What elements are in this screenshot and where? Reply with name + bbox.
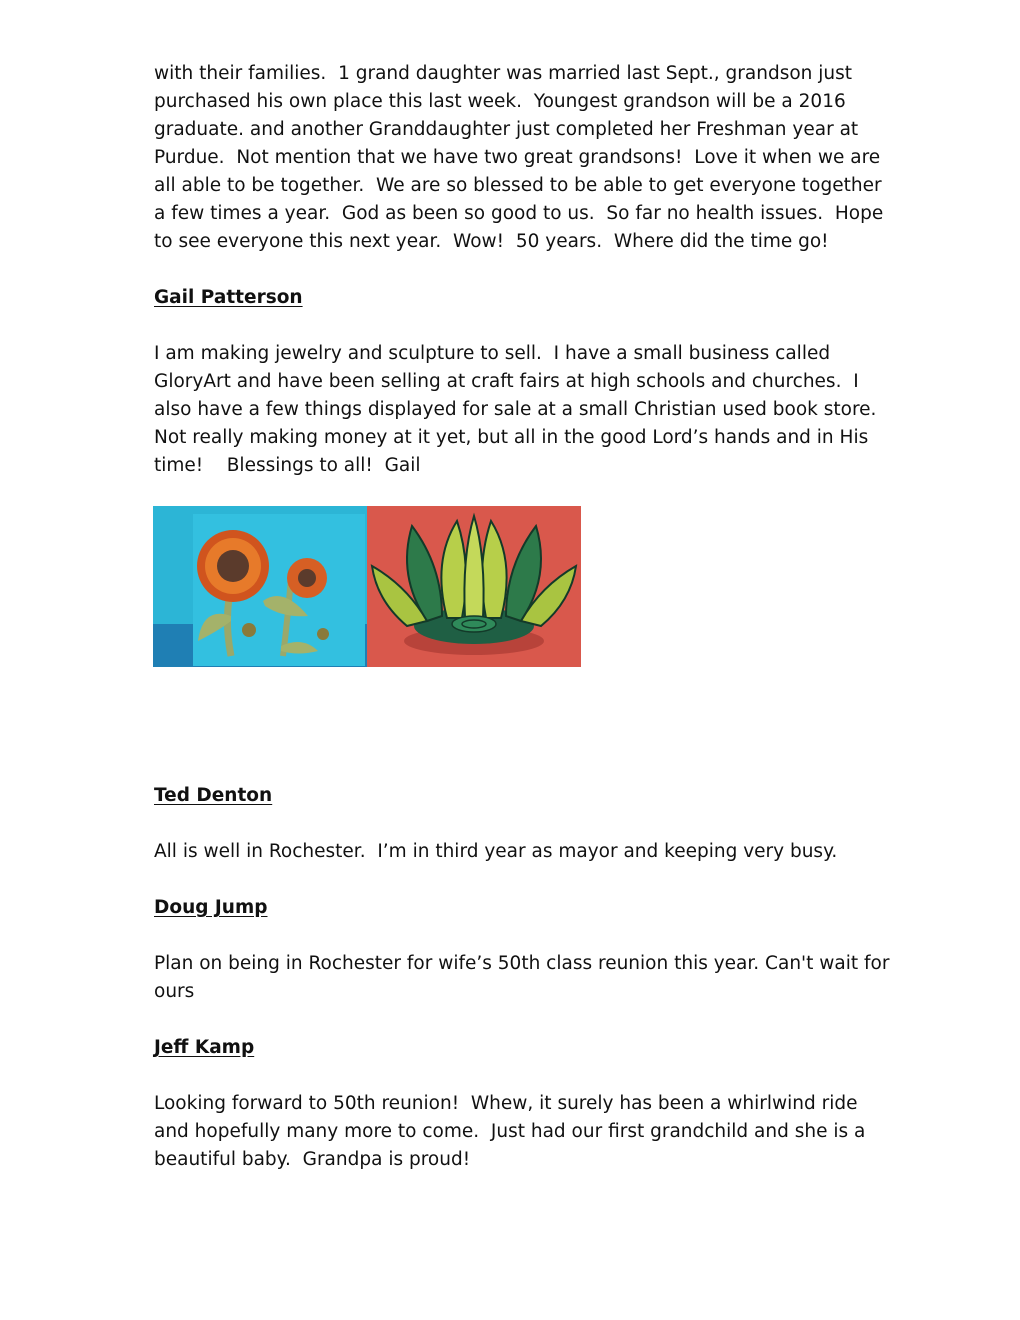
document-page xyxy=(154,60,894,480)
leaf-bowl-sculpture-image xyxy=(367,506,581,667)
ted-heading: Ted Denton xyxy=(154,785,273,806)
sunflower-sculpture-image xyxy=(153,506,367,667)
jeff-paragraph: Looking forward to 50th reunion! Whew, it surely has been a whirlwind ride and hopefully many more to come. Just had our first grandchild and she is a beautiful baby. Grandpa is proud! xyxy=(154,1093,872,1170)
doug-paragraph: Plan on being in Rochester for wife’s 50th class reunion this year. Can't wait for ours xyxy=(154,953,896,1002)
later-sections xyxy=(154,782,894,1174)
jeff-heading: Jeff Kamp xyxy=(154,1037,255,1058)
ted-paragraph: All is well in Rochester. I’m in third year as mayor and keeping very busy. xyxy=(154,841,838,862)
gail-heading: Gail Patterson xyxy=(154,287,303,308)
doug-heading: Doug Jump xyxy=(154,897,268,918)
artwork-photos xyxy=(153,506,581,667)
intro-paragraph: with their families. 1 grand daughter was married last Sept., grandson just purchased his own place this last week. Youngest grandson will be a 2016 graduate. and another Granddaughter just completed her Freshman year at Purdue. Not mention that we have two great grandsons! Love it when we are all able to be together. We are so blessed to be able to get everyone together a few times a year. God as been so good to us. So far no health issues. Hope to see everyone this next year. Wow! 50 years. Where did the time go! xyxy=(154,63,890,252)
gail-paragraph: I am making jewelry and sculpture to sell. I have a small business called GloryArt and have been selling at craft fairs at high schools and churches. I also have a few things displayed for sale at a small Christian used book store. Not really making money at it yet, but all in the good Lord’s hands and in His time! Blessings to all! Gail xyxy=(154,343,889,476)
